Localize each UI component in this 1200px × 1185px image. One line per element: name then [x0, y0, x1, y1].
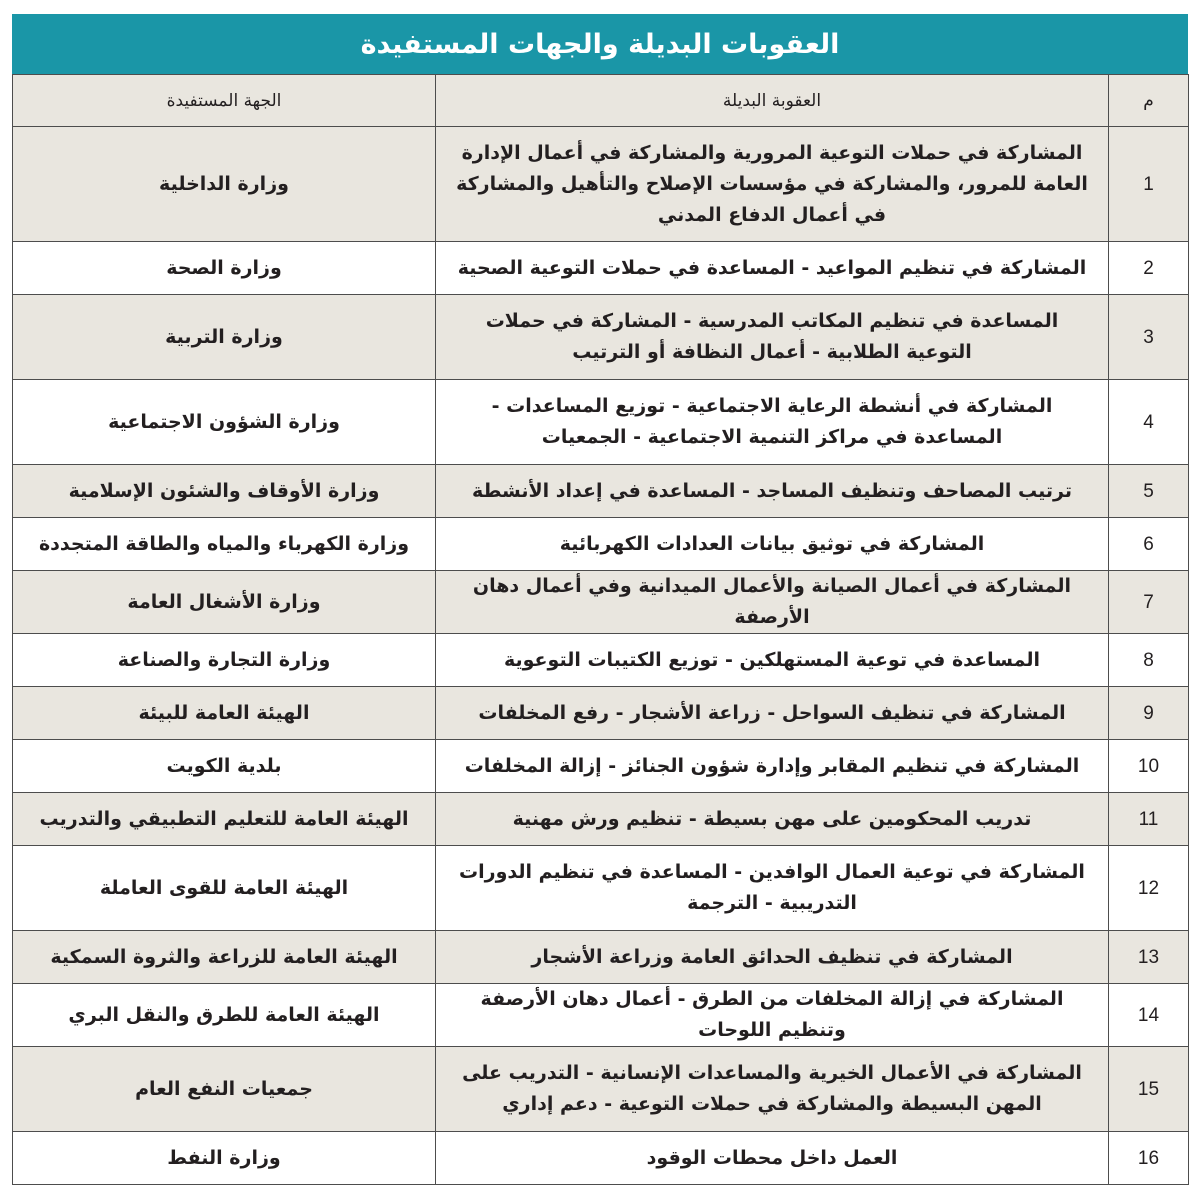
row-penalty: [436, 1047, 1109, 1132]
penalty-text: المشاركة في الأعمال الخيرية والمساعدات الإنسانية - التدريب على المهن البسيطة والمشاركة في حملات التوعية - دعم إداري: [462, 1062, 1082, 1115]
row-entity: وزارة التجارة والصناعة: [13, 634, 436, 687]
row-number: 10: [1109, 740, 1189, 793]
penalty-text: المشاركة في تنظيف الحدائق العامة وزراعة الأشجار: [531, 945, 1013, 968]
row-entity: بلدية الكويت: [13, 740, 436, 793]
header-penalty: العقوبة البديلة: [436, 75, 1109, 127]
header-number: م: [1109, 75, 1189, 127]
row-number: 13: [1109, 931, 1189, 984]
table-row: [13, 127, 1189, 242]
row-penalty: [436, 687, 1109, 740]
penalty-text: المساعدة في توعية المستهلكين - توزيع الكتيبات التوعوية: [503, 648, 1040, 671]
penalty-text: المشاركة في توثيق بيانات العدادات الكهربائية: [559, 532, 985, 555]
row-penalty: [436, 518, 1109, 571]
header-entity: الجهة المستفيدة: [13, 75, 436, 127]
row-penalty: [436, 242, 1109, 295]
penalty-text: المشاركة في أنشطة الرعاية الاجتماعية - توزيع المساعدات - المساعدة في مراكز التنمية الاجتماعية - الجمعيات: [491, 395, 1053, 448]
row-entity: جمعيات النفع العام: [13, 1047, 436, 1132]
table-row: [13, 518, 1189, 571]
row-penalty: [436, 465, 1109, 518]
row-entity: وزارة الشؤون الاجتماعية: [13, 380, 436, 465]
penalty-text: المشاركة في تنظيف السواحل - زراعة الأشجار - رفع المخلفات: [478, 701, 1066, 724]
row-entity: الهيئة العامة للبيئة: [13, 687, 436, 740]
row-number: 15: [1109, 1047, 1189, 1132]
row-number: 2: [1109, 242, 1189, 295]
penalties-table: [12, 74, 1189, 1185]
row-number: 5: [1109, 465, 1189, 518]
table-row: [13, 634, 1189, 687]
row-entity: الهيئة العامة للطرق والنقل البري: [13, 984, 436, 1047]
row-entity: الهيئة العامة للزراعة والثروة السمكية: [13, 931, 436, 984]
row-number: 1: [1109, 127, 1189, 242]
row-penalty: [436, 984, 1109, 1047]
penalty-text: العمل داخل محطات الوقود: [646, 1146, 898, 1169]
row-number: 11: [1109, 793, 1189, 846]
row-penalty: [436, 846, 1109, 931]
row-number: 3: [1109, 295, 1189, 380]
row-penalty: [436, 571, 1109, 634]
penalty-text: المشاركة في تنظيم المواعيد - المساعدة في حملات التوعية الصحية: [457, 256, 1087, 279]
table-row: [13, 295, 1189, 380]
row-number: 8: [1109, 634, 1189, 687]
row-penalty: [436, 931, 1109, 984]
row-number: 6: [1109, 518, 1189, 571]
table-row: [13, 465, 1189, 518]
row-penalty: [436, 380, 1109, 465]
header-row: [13, 75, 1189, 127]
table-row: [13, 846, 1189, 931]
row-entity: وزارة الكهرباء والمياه والطاقة المتجددة: [13, 518, 436, 571]
table-title: العقوبات البديلة والجهات المستفيدة: [12, 14, 1188, 74]
penalty-text: المساعدة في تنظيم المكاتب المدرسية - المشاركة في حملات التوعية الطلابية - أعمال النظافة أو الترتيب: [485, 310, 1059, 363]
table-row: [13, 687, 1189, 740]
row-number: 9: [1109, 687, 1189, 740]
row-entity: الهيئة العامة للقوى العاملة: [13, 846, 436, 931]
row-number: 7: [1109, 571, 1189, 634]
row-entity: وزارة الداخلية: [13, 127, 436, 242]
table-row: [13, 793, 1189, 846]
row-number: 14: [1109, 984, 1189, 1047]
row-penalty: [436, 793, 1109, 846]
penalty-text: المشاركة في تنظيم المقابر وإدارة شؤون الجنائز - إزالة المخلفات: [464, 754, 1080, 777]
penalty-text: المشاركة في إزالة المخلفات من الطرق - أعمال دهان الأرصفة وتنظيم اللوحات: [480, 988, 1064, 1041]
row-penalty: [436, 740, 1109, 793]
table-row: [13, 571, 1189, 634]
row-entity: وزارة الصحة: [13, 242, 436, 295]
row-number: 16: [1109, 1132, 1189, 1185]
table-row: [13, 931, 1189, 984]
table-row: [13, 242, 1189, 295]
row-entity: وزارة الأشغال العامة: [13, 571, 436, 634]
penalty-text: المشاركة في أعمال الصيانة والأعمال الميدانية وفي أعمال دهان الأرصفة: [472, 575, 1072, 628]
row-number: 4: [1109, 380, 1189, 465]
penalty-text: ترتيب المصاحف وتنظيف المساجد - المساعدة في إعداد الأنشطة: [471, 479, 1072, 502]
row-entity: وزارة التربية: [13, 295, 436, 380]
row-number: 12: [1109, 846, 1189, 931]
row-penalty: [436, 634, 1109, 687]
penalty-text: تدريب المحكومين على مهن بسيطة - تنظيم ورش مهنية: [512, 807, 1032, 830]
row-entity: وزارة النفط: [13, 1132, 436, 1185]
row-entity: وزارة الأوقاف والشئون الإسلامية: [13, 465, 436, 518]
row-penalty: [436, 295, 1109, 380]
penalty-text: المشاركة في توعية العمال الوافدين - المساعدة في تنظيم الدورات التدريبية - الترجمة: [459, 861, 1085, 914]
table-row: [13, 740, 1189, 793]
table-row: [13, 1132, 1189, 1185]
row-penalty: [436, 1132, 1109, 1185]
row-entity: الهيئة العامة للتعليم التطبيقي والتدريب: [13, 793, 436, 846]
penalty-text: المشاركة في حملات التوعية المرورية والمشاركة في أعمال الإدارة العامة للمرور، والمشاركة في مؤسسات الإصلاح والتأهيل والمشاركة في أعمال الدفاع المدني: [456, 141, 1088, 226]
table-row: [13, 380, 1189, 465]
row-penalty: [436, 127, 1109, 242]
table-row: [13, 1047, 1189, 1132]
table-row: [13, 984, 1189, 1047]
